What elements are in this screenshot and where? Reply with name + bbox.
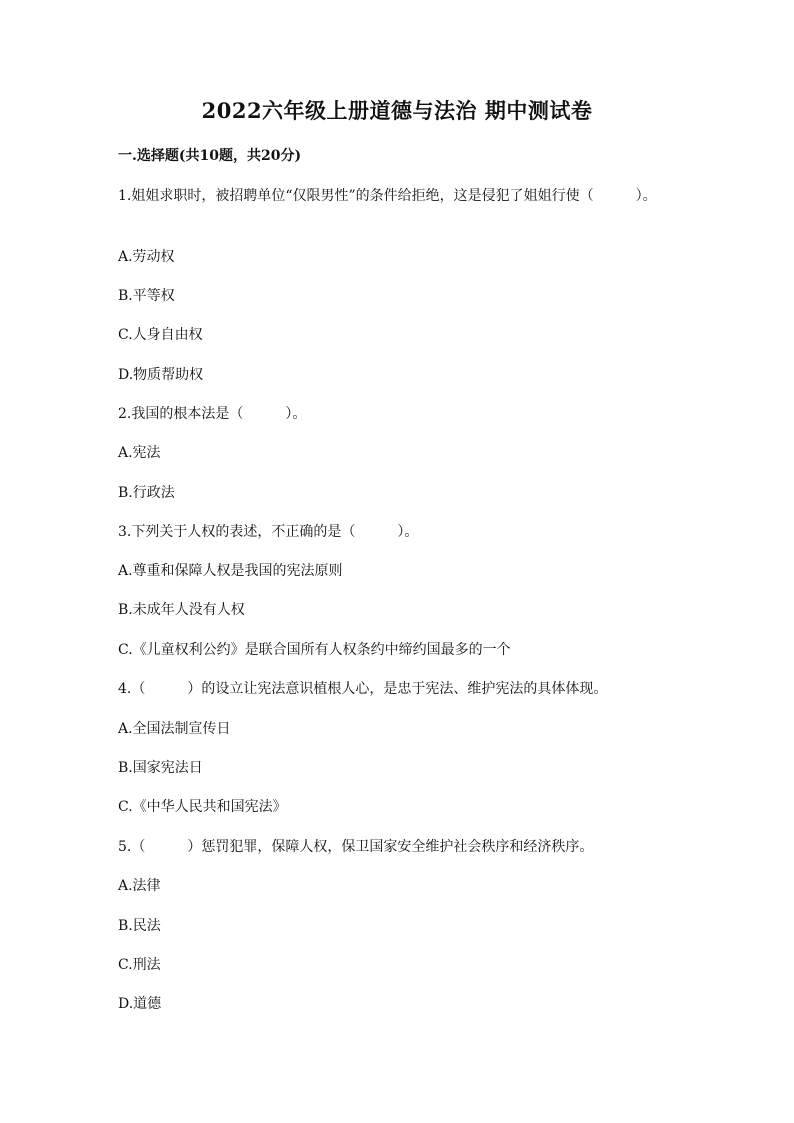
question-4-option-a: A.全国法制宣传日 — [118, 721, 231, 737]
question-2-option-a: A.宪法 — [118, 445, 161, 461]
question-5-option-d: D.道德 — [118, 996, 162, 1012]
question-3-option-a: A.尊重和保障人权是我国的宪法原则 — [118, 563, 343, 579]
question-5-option-c: C.刑法 — [118, 957, 161, 973]
page-title: 2022六年级上册道德与法治 期中测试卷 — [201, 98, 593, 123]
question-5-option-b: B.民法 — [118, 918, 161, 934]
question-5-stem: 5.（ ）惩罚犯罪，保障人权，保卫国家安全维护社会秩序和经济秩序。 — [118, 839, 594, 855]
question-3-option-c: C.《儿童权利公约》是联合国所有人权条约中缔约国最多的一个 — [118, 642, 511, 658]
question-2-option-b: B.行政法 — [118, 485, 175, 501]
question-3-option-b: B.未成年人没有人权 — [118, 602, 245, 618]
question-1-option-a: A.劳动权 — [118, 249, 175, 265]
question-4-option-b: B.国家宪法日 — [118, 760, 203, 776]
question-1-option-c: C.人身自由权 — [118, 327, 203, 343]
question-3-stem: 3.下列关于人权的表述，不正确的是（ ）。 — [118, 524, 419, 540]
question-1-stem: 1.姐姐求职时，被招聘单位“仅限男性”的条件给拒绝，这是侵犯了姐姐行使（ ）。 — [118, 188, 657, 204]
question-5-option-a: A.法律 — [118, 878, 161, 894]
question-1-option-d: D.物质帮助权 — [118, 367, 204, 383]
question-4-option-c: C.《中华人民共和国宪法》 — [118, 799, 287, 815]
question-1-option-b: B.平等权 — [118, 288, 175, 304]
question-4-stem: 4.（ ）的设立让宪法意识植根人心，是忠于宪法、维护宪法的具体体现。 — [118, 681, 608, 697]
section-heading: 一.选择题(共10题，共20分) — [118, 148, 302, 164]
question-2-stem: 2.我国的根本法是（ ）。 — [118, 406, 307, 422]
